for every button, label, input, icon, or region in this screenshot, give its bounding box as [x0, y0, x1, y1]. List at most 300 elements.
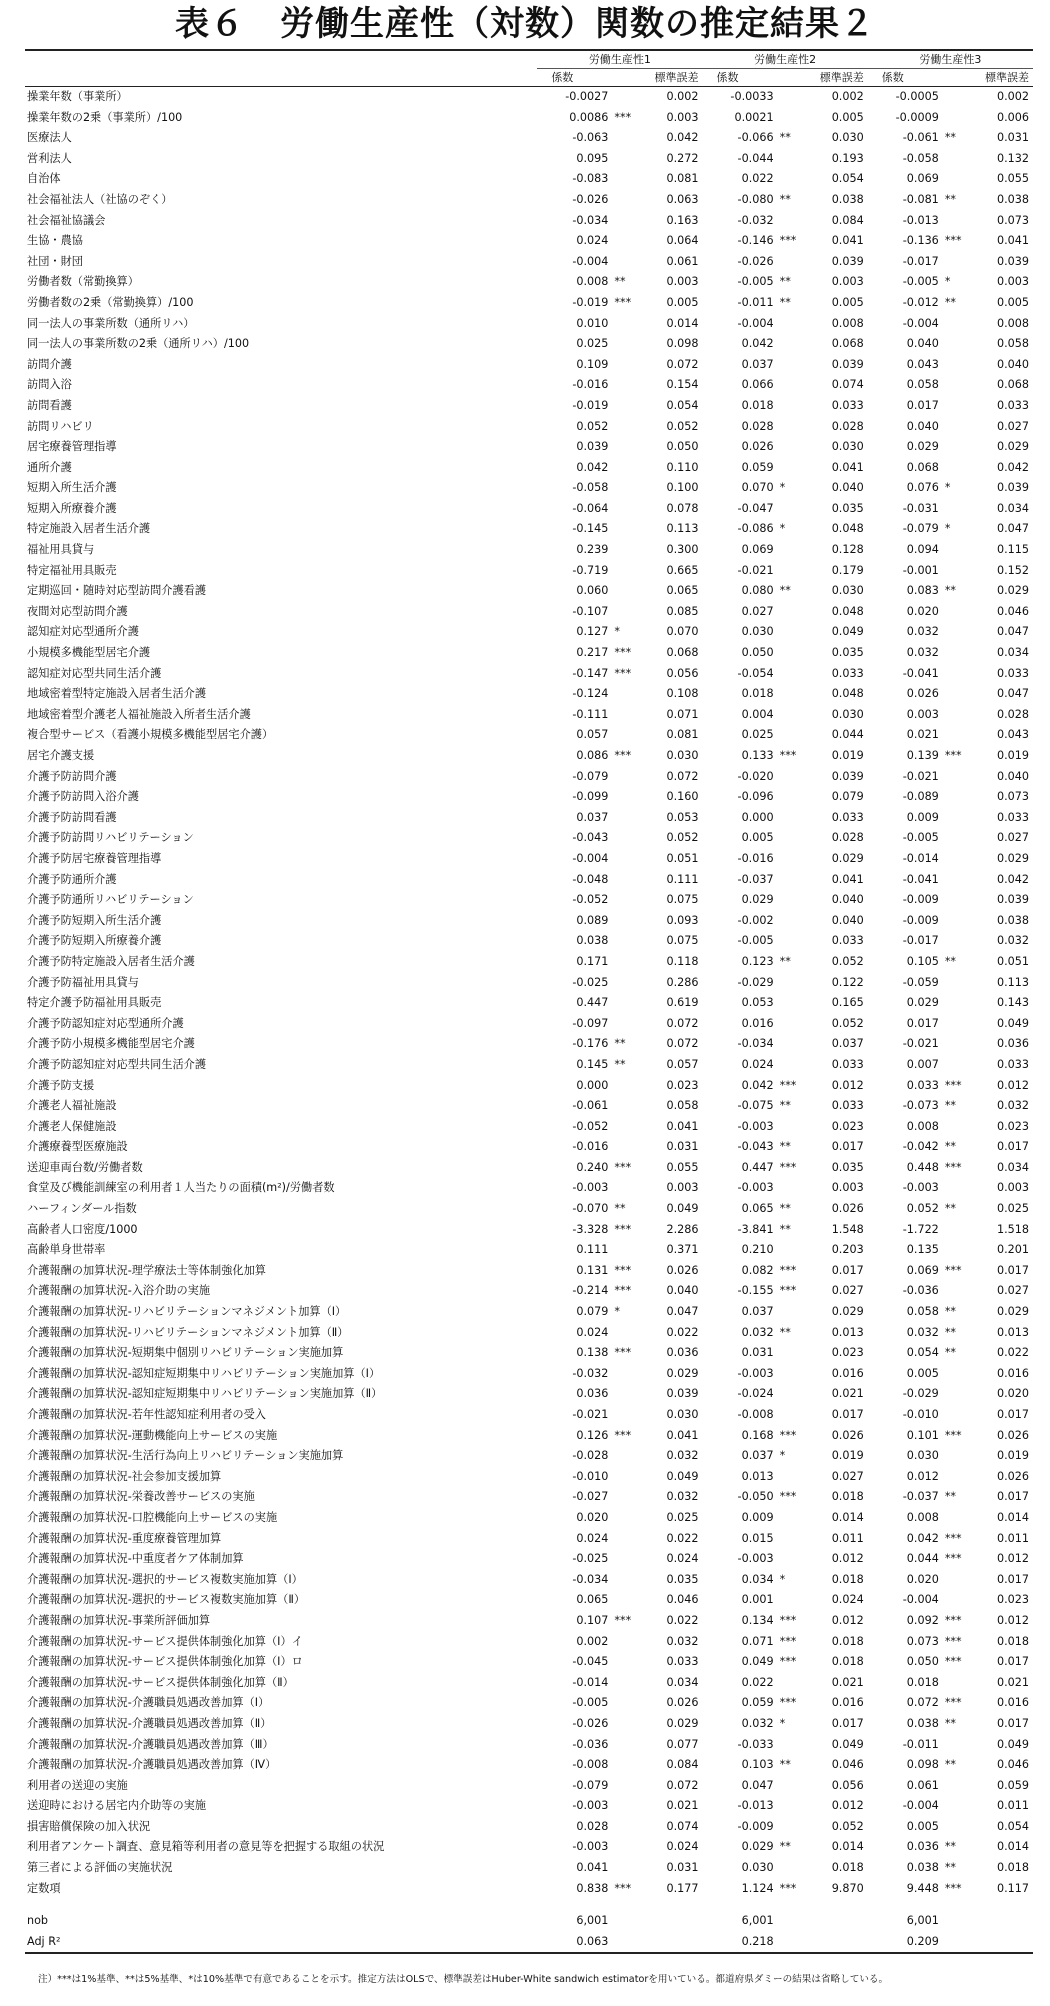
significance-stars — [608, 252, 650, 273]
coefficient-cell: 0.061 — [906, 1778, 939, 1792]
row-label: 居宅療養管理指導 — [27, 440, 117, 454]
std-error-cell: 0.019 — [996, 1449, 1029, 1463]
std-error-cell: 0.029 — [996, 584, 1029, 598]
coefficient-cell: -0.005 — [902, 275, 939, 289]
significance-stars: *** — [944, 1531, 962, 1545]
se-header: 標準誤差 — [650, 69, 702, 87]
significance-stars — [939, 1281, 981, 1302]
significance-stars — [939, 911, 981, 932]
row-label: 介護報酬の加算状況-栄養改善サービスの実施 — [27, 1490, 255, 1504]
coefficient-cell: -0.024 — [737, 1387, 774, 1401]
std-error-cell: 2.286 — [666, 1222, 699, 1236]
coefficient-cell: 0.032 — [906, 625, 939, 639]
significance-stars — [774, 1178, 816, 1199]
coefficient-cell: 0.145 — [576, 1057, 609, 1071]
std-error-cell: 0.049 — [996, 1016, 1029, 1030]
coefficient-cell: -0.003 — [572, 1840, 609, 1854]
significance-stars — [774, 1240, 816, 1261]
table-row — [25, 1879, 1033, 1900]
significance-stars: ** — [944, 192, 956, 206]
coefficient-cell: 0.109 — [576, 357, 609, 371]
significance-stars: ** — [779, 954, 791, 968]
significance-stars — [608, 231, 650, 252]
std-error-cell: 0.054 — [831, 172, 864, 186]
significance-stars — [608, 993, 650, 1014]
std-error-cell: 0.074 — [831, 378, 864, 392]
table-row — [25, 1302, 1033, 1323]
significance-stars — [608, 684, 650, 705]
stat-empty — [650, 1932, 702, 1954]
std-error-cell: 0.049 — [996, 1737, 1029, 1751]
std-error-cell: 0.019 — [831, 749, 864, 762]
std-error-cell: 0.039 — [996, 893, 1029, 907]
row-label: 介護予防短期入所療養介護 — [27, 934, 162, 948]
std-error-cell: 0.098 — [666, 337, 699, 351]
std-error-cell: 1.518 — [996, 1222, 1029, 1236]
significance-stars — [608, 1446, 650, 1467]
coefficient-cell: -0.066 — [737, 131, 774, 145]
coefficient-cell: -0.033 — [737, 1737, 774, 1751]
table-row — [25, 952, 1033, 973]
coefficient-cell: 0.083 — [906, 584, 939, 598]
std-error-cell: 0.079 — [831, 790, 864, 804]
coefficient-cell: -0.097 — [572, 1016, 609, 1030]
std-error-cell: 0.019 — [831, 1449, 864, 1463]
significance-stars: * — [779, 1449, 786, 1463]
significance-stars — [774, 1735, 816, 1756]
significance-stars: *** — [779, 1490, 797, 1504]
std-error-cell: 0.041 — [831, 872, 864, 886]
row-label: 送迎時における居宅内介助等の実施 — [27, 1799, 207, 1813]
coefficient-cell: 0.017 — [906, 398, 939, 412]
std-error-cell: 0.033 — [996, 666, 1029, 680]
coefficient-cell: 0.0086 — [569, 110, 609, 124]
std-error-cell: 0.024 — [666, 1552, 699, 1566]
significance-stars — [608, 540, 650, 561]
std-error-cell: 0.029 — [831, 1305, 864, 1319]
coefficient-cell: 0.042 — [741, 1078, 774, 1092]
significance-stars: *** — [944, 1655, 962, 1669]
significance-stars: * — [614, 1305, 620, 1319]
std-error-cell: 0.008 — [831, 316, 864, 330]
significance-stars: ** — [779, 1758, 791, 1772]
std-error-cell: 0.063 — [666, 192, 699, 206]
coefficient-cell: -0.096 — [737, 790, 774, 804]
std-error-cell: 0.027 — [996, 831, 1029, 845]
std-error-cell: 0.051 — [996, 954, 1029, 968]
significance-stars: *** — [944, 1881, 962, 1895]
significance-stars: *** — [614, 1613, 632, 1627]
std-error-cell: 0.044 — [831, 728, 864, 742]
significance-stars: *** — [944, 1078, 962, 1092]
coefficient-cell: -0.004 — [737, 316, 774, 330]
significance-stars — [774, 334, 816, 355]
significance-stars: ** — [944, 1490, 956, 1504]
coefficient-cell: -0.011 — [737, 295, 774, 309]
coefficient-cell: 0.210 — [741, 1243, 774, 1257]
coefficient-cell: 0.070 — [741, 481, 774, 495]
std-error-cell: 0.018 — [831, 1655, 864, 1669]
coefficient-cell: 0.018 — [741, 398, 774, 412]
std-error-cell: 0.037 — [831, 1037, 864, 1051]
coefficient-cell: -0.034 — [737, 1037, 774, 1051]
std-error-cell: 0.022 — [666, 1613, 699, 1627]
std-error-cell: 0.013 — [996, 1325, 1029, 1339]
row-label: 地域密着型特定施設入居者生活介護 — [27, 687, 207, 701]
stat-value: 0.209 — [868, 1932, 939, 1954]
coefficient-cell: 0.028 — [741, 419, 774, 433]
std-error-cell: 0.021 — [831, 1675, 864, 1689]
std-error-cell: 0.014 — [996, 1840, 1029, 1854]
significance-stars — [939, 1364, 981, 1385]
significance-stars — [774, 108, 816, 129]
std-error-cell: 0.075 — [666, 893, 699, 907]
significance-stars — [939, 664, 981, 685]
std-error-cell: 0.012 — [831, 1552, 864, 1566]
std-error-cell: 0.042 — [996, 460, 1029, 474]
significance-stars: *** — [779, 1428, 797, 1442]
coefficient-cell: 0.037 — [741, 1305, 774, 1319]
coefficient-cell: -0.155 — [737, 1284, 774, 1298]
row-label: 操業年数（事業所） — [27, 90, 128, 103]
coefficient-cell: 0.030 — [741, 625, 774, 639]
coefficient-cell: -0.099 — [572, 790, 609, 804]
coefficient-cell: 0.053 — [741, 996, 774, 1010]
model-1-header: 労働生産性1 — [537, 50, 702, 69]
std-error-cell: 0.193 — [831, 151, 864, 165]
coefficient-cell: 0.039 — [576, 440, 609, 454]
row-label: 通所介護 — [27, 460, 72, 474]
significance-stars: ** — [944, 1202, 956, 1216]
std-error-cell: 0.072 — [666, 1016, 699, 1030]
coefficient-cell: 0.042 — [576, 460, 609, 474]
row-label: 介護報酬の加算状況-介護職員処遇改善加算（Ⅰ） — [27, 1696, 270, 1710]
coef-header: 係数 — [868, 69, 981, 87]
significance-stars — [608, 808, 650, 829]
table-row — [25, 334, 1033, 355]
table-row — [25, 1487, 1033, 1508]
significance-stars: * — [944, 522, 951, 536]
std-error-cell: 0.002 — [666, 90, 699, 103]
std-error-cell: 0.028 — [831, 419, 864, 433]
row-label: 介護報酬の加算状況-認知症短期集中リハビリテーション実施加算（Ⅰ） — [27, 1366, 381, 1380]
significance-stars — [774, 1508, 816, 1529]
coefficient-cell: 0.029 — [906, 996, 939, 1010]
coefficient-cell: 1.124 — [741, 1881, 774, 1895]
std-error-cell: 0.033 — [996, 398, 1029, 412]
coefficient-cell: 0.022 — [741, 172, 774, 186]
row-label: 社団・財団 — [27, 254, 83, 268]
coefficient-cell: 0.133 — [741, 749, 774, 762]
significance-stars: ** — [779, 1202, 791, 1216]
std-error-cell: 0.046 — [996, 604, 1029, 618]
std-error-cell: 0.011 — [996, 1531, 1029, 1545]
coefficient-cell: -0.043 — [572, 831, 609, 845]
coefficient-cell: 0.018 — [906, 1675, 939, 1689]
std-error-cell: 0.039 — [996, 254, 1029, 268]
std-error-cell: 0.029 — [666, 1366, 699, 1380]
significance-stars — [608, 169, 650, 190]
table-row — [25, 1343, 1033, 1364]
coefficient-cell: -0.028 — [572, 1449, 609, 1463]
model-header-row — [25, 50, 1033, 69]
significance-stars — [608, 396, 650, 417]
stats-row — [25, 1932, 1033, 1954]
table-row — [25, 1446, 1033, 1467]
std-error-cell: 0.021 — [996, 1675, 1029, 1689]
significance-stars — [608, 87, 650, 108]
significance-stars — [774, 149, 816, 170]
coefficient-cell: 0.134 — [741, 1613, 774, 1627]
significance-stars — [939, 1014, 981, 1035]
std-error-cell: 0.016 — [996, 1366, 1029, 1380]
coefficient-cell: 0.082 — [741, 1263, 774, 1277]
coefficient-cell: 0.105 — [906, 954, 939, 968]
std-error-cell: 0.057 — [666, 1057, 699, 1071]
significance-stars — [608, 190, 650, 211]
coefficient-cell: 0.138 — [576, 1346, 609, 1360]
coefficient-cell: 0.015 — [741, 1531, 774, 1545]
std-error-cell: 0.046 — [831, 1758, 864, 1772]
row-label: 特定施設入居者生活介護 — [27, 522, 151, 536]
significance-stars — [774, 1858, 816, 1879]
coefficient-cell: 0.003 — [906, 707, 939, 721]
coefficient-cell: 0.069 — [906, 1263, 939, 1277]
coefficient-cell: 0.073 — [906, 1634, 939, 1648]
std-error-cell: 0.023 — [996, 1593, 1029, 1607]
significance-stars: ** — [944, 1758, 956, 1772]
std-error-cell: 0.203 — [831, 1243, 864, 1257]
coefficient-cell: 0.072 — [906, 1696, 939, 1710]
std-error-cell: 0.018 — [831, 1572, 864, 1586]
table-row — [25, 705, 1033, 726]
coefficient-cell: -0.089 — [902, 790, 939, 804]
significance-stars: ** — [944, 584, 956, 598]
significance-stars — [939, 1446, 981, 1467]
std-error-cell: 0.068 — [996, 378, 1029, 392]
coefficient-cell: 0.037 — [741, 1449, 774, 1463]
coefficient-cell: 0.059 — [741, 1696, 774, 1710]
coef-header: 係数 — [703, 69, 816, 87]
row-label: 介護予防通所リハビリテーション — [27, 893, 194, 907]
row-label: 介護報酬の加算状況-リハビリテーションマネジメント加算（Ⅱ） — [27, 1325, 349, 1339]
table-row — [25, 622, 1033, 643]
significance-stars: ** — [779, 1140, 791, 1154]
coefficient-cell: 0.052 — [576, 419, 609, 433]
std-error-cell: 0.012 — [996, 1552, 1029, 1566]
std-error-cell: 0.024 — [666, 1840, 699, 1854]
std-error-cell: 0.049 — [666, 1202, 699, 1216]
model-2-header: 労働生産性2 — [703, 50, 868, 69]
coefficient-cell: 0.032 — [741, 1716, 774, 1730]
table-row — [25, 1426, 1033, 1447]
std-error-cell: 0.048 — [831, 687, 864, 701]
row-label: 訪問介護 — [27, 357, 72, 371]
row-label: 短期入所生活介護 — [27, 481, 117, 495]
std-error-cell: 0.017 — [996, 1655, 1029, 1669]
coefficient-cell: -0.009 — [737, 1819, 774, 1833]
std-error-cell: 0.072 — [666, 1778, 699, 1792]
std-error-cell: 0.012 — [996, 1613, 1029, 1627]
coefficient-cell: -0.005 — [737, 934, 774, 948]
coefficient-cell: -0.005 — [902, 831, 939, 845]
std-error-cell: 0.035 — [666, 1572, 699, 1586]
significance-stars — [608, 211, 650, 232]
coefficient-cell: -0.079 — [902, 522, 939, 536]
coefficient-cell: -0.107 — [572, 604, 609, 618]
significance-stars — [774, 973, 816, 994]
significance-stars: ** — [944, 131, 956, 145]
row-label: 複合型サービス（看護小規模多機能型居宅介護） — [27, 728, 274, 742]
significance-stars — [939, 993, 981, 1014]
significance-stars — [939, 499, 981, 520]
coefficient-cell: 0.065 — [576, 1593, 609, 1607]
significance-stars — [939, 1178, 981, 1199]
regression-table — [25, 49, 1033, 1954]
significance-stars: *** — [779, 1160, 797, 1174]
coefficient-cell: 0.101 — [906, 1428, 939, 1442]
significance-stars — [608, 705, 650, 726]
table-row — [25, 581, 1033, 602]
significance-stars — [608, 1632, 650, 1653]
significance-stars — [774, 1117, 816, 1138]
significance-stars — [608, 1014, 650, 1035]
significance-stars — [939, 1570, 981, 1591]
std-error-cell: 0.054 — [996, 1819, 1029, 1833]
row-label: 医療法人 — [27, 131, 72, 145]
std-error-cell: 0.017 — [831, 1716, 864, 1730]
significance-stars: ** — [944, 1325, 956, 1339]
std-error-cell: 0.023 — [831, 1119, 864, 1133]
row-label: 介護報酬の加算状況-入浴介助の実施 — [27, 1284, 211, 1298]
std-error-cell: 0.068 — [831, 337, 864, 351]
coefficient-cell: 0.024 — [576, 234, 609, 248]
std-error-cell: 0.300 — [666, 543, 699, 557]
coefficient-cell: -0.010 — [902, 1408, 939, 1421]
coefficient-cell: -0.064 — [572, 501, 609, 515]
coefficient-cell: -0.016 — [572, 1140, 609, 1154]
coefficient-cell: 0.838 — [576, 1881, 609, 1895]
significance-stars: *** — [779, 749, 797, 762]
stat-empty — [650, 1911, 702, 1932]
std-error-cell: 0.072 — [666, 357, 699, 371]
significance-stars — [939, 375, 981, 396]
std-error-cell: 0.018 — [996, 1861, 1029, 1875]
coefficient-cell: -0.059 — [902, 975, 939, 989]
std-error-cell: 0.165 — [831, 996, 864, 1010]
row-label: 介護報酬の加算状況-若年性認知症利用者の受入 — [27, 1408, 266, 1421]
row-label: 介護報酬の加算状況-サービス提供体制強化加算（Ⅰ）ロ — [27, 1655, 303, 1669]
coefficient-cell: 9.448 — [906, 1881, 939, 1895]
significance-stars — [608, 1776, 650, 1797]
significance-stars: * — [779, 1716, 786, 1730]
std-error-cell: 0.039 — [666, 1387, 699, 1401]
significance-stars — [608, 1529, 650, 1550]
table-title: 表６ 労働生産性（対数）関数の推定結果２ — [175, 4, 875, 44]
coefficient-cell: -0.034 — [572, 213, 609, 227]
coefficient-cell: 0.008 — [906, 1119, 939, 1133]
std-error-cell: 0.039 — [996, 481, 1029, 495]
significance-stars — [608, 355, 650, 376]
std-error-cell: 0.032 — [666, 1449, 699, 1463]
coefficient-cell: -0.052 — [572, 893, 609, 907]
significance-stars — [774, 602, 816, 623]
coefficient-cell: 0.127 — [576, 625, 609, 639]
row-label: 福祉用具貸与 — [27, 543, 95, 557]
significance-stars — [939, 870, 981, 891]
std-error-cell: 0.014 — [666, 316, 699, 330]
coefficient-cell: 0.010 — [576, 316, 609, 330]
table-row — [25, 375, 1033, 396]
std-error-cell: 0.073 — [996, 213, 1029, 227]
coefficient-cell: -0.010 — [572, 1469, 609, 1483]
std-error-cell: 0.040 — [666, 1284, 699, 1298]
significance-stars — [939, 87, 981, 108]
std-error-cell: 0.029 — [996, 440, 1029, 454]
significance-stars — [774, 1014, 816, 1035]
std-error-cell: 0.035 — [831, 501, 864, 515]
significance-stars — [608, 1096, 650, 1117]
row-label: 介護報酬の加算状況-理学療法士等体制強化加算 — [27, 1263, 266, 1277]
significance-stars: ** — [614, 1057, 626, 1071]
significance-stars — [608, 1673, 650, 1694]
std-error-cell: 0.014 — [996, 1510, 1029, 1524]
std-error-cell: 0.031 — [996, 131, 1029, 145]
significance-stars — [774, 931, 816, 952]
std-error-cell: 9.870 — [831, 1881, 864, 1895]
significance-stars: *** — [779, 1881, 797, 1895]
std-error-cell: 0.071 — [666, 707, 699, 721]
std-error-cell: 0.017 — [996, 1408, 1029, 1421]
std-error-cell: 0.041 — [666, 1428, 699, 1442]
coefficient-cell: -0.009 — [902, 913, 939, 927]
table-row — [25, 1693, 1033, 1714]
coefficient-cell: -0.052 — [572, 1119, 609, 1133]
significance-stars: ** — [779, 1325, 791, 1339]
significance-stars — [939, 211, 981, 232]
significance-stars: *** — [779, 1634, 797, 1648]
significance-stars: ** — [779, 275, 791, 289]
std-error-cell: 1.548 — [831, 1222, 864, 1236]
std-error-cell: 0.286 — [666, 975, 699, 989]
coefficient-cell: 0.034 — [741, 1572, 774, 1586]
table-row — [25, 1055, 1033, 1076]
coefficient-cell: -0.012 — [902, 295, 939, 309]
row-label: 生協・農協 — [27, 234, 83, 248]
table-row — [25, 1220, 1033, 1241]
std-error-cell: 0.047 — [996, 625, 1029, 639]
coefficient-cell: -0.003 — [737, 1181, 774, 1195]
coefficient-cell: 0.025 — [576, 337, 609, 351]
coefficient-cell: 0.079 — [576, 1305, 609, 1319]
coefficient-cell: -0.070 — [572, 1202, 609, 1216]
std-error-cell: 0.058 — [666, 1099, 699, 1113]
coefficient-cell: 0.107 — [576, 1613, 609, 1627]
significance-stars — [939, 849, 981, 870]
coefficient-cell: 0.029 — [906, 440, 939, 454]
std-error-cell: 0.023 — [996, 1119, 1029, 1133]
significance-stars — [608, 1858, 650, 1879]
significance-stars: *** — [614, 1428, 632, 1442]
std-error-cell: 0.033 — [666, 1655, 699, 1669]
coefficient-cell: 0.030 — [906, 1449, 939, 1463]
std-error-cell: 0.030 — [831, 131, 864, 145]
significance-stars: ** — [614, 1202, 626, 1216]
row-label: 夜間対応型訪問介護 — [27, 604, 128, 618]
coefficient-cell: -0.063 — [572, 131, 609, 145]
std-error-cell: 0.034 — [996, 646, 1029, 660]
significance-stars — [774, 993, 816, 1014]
